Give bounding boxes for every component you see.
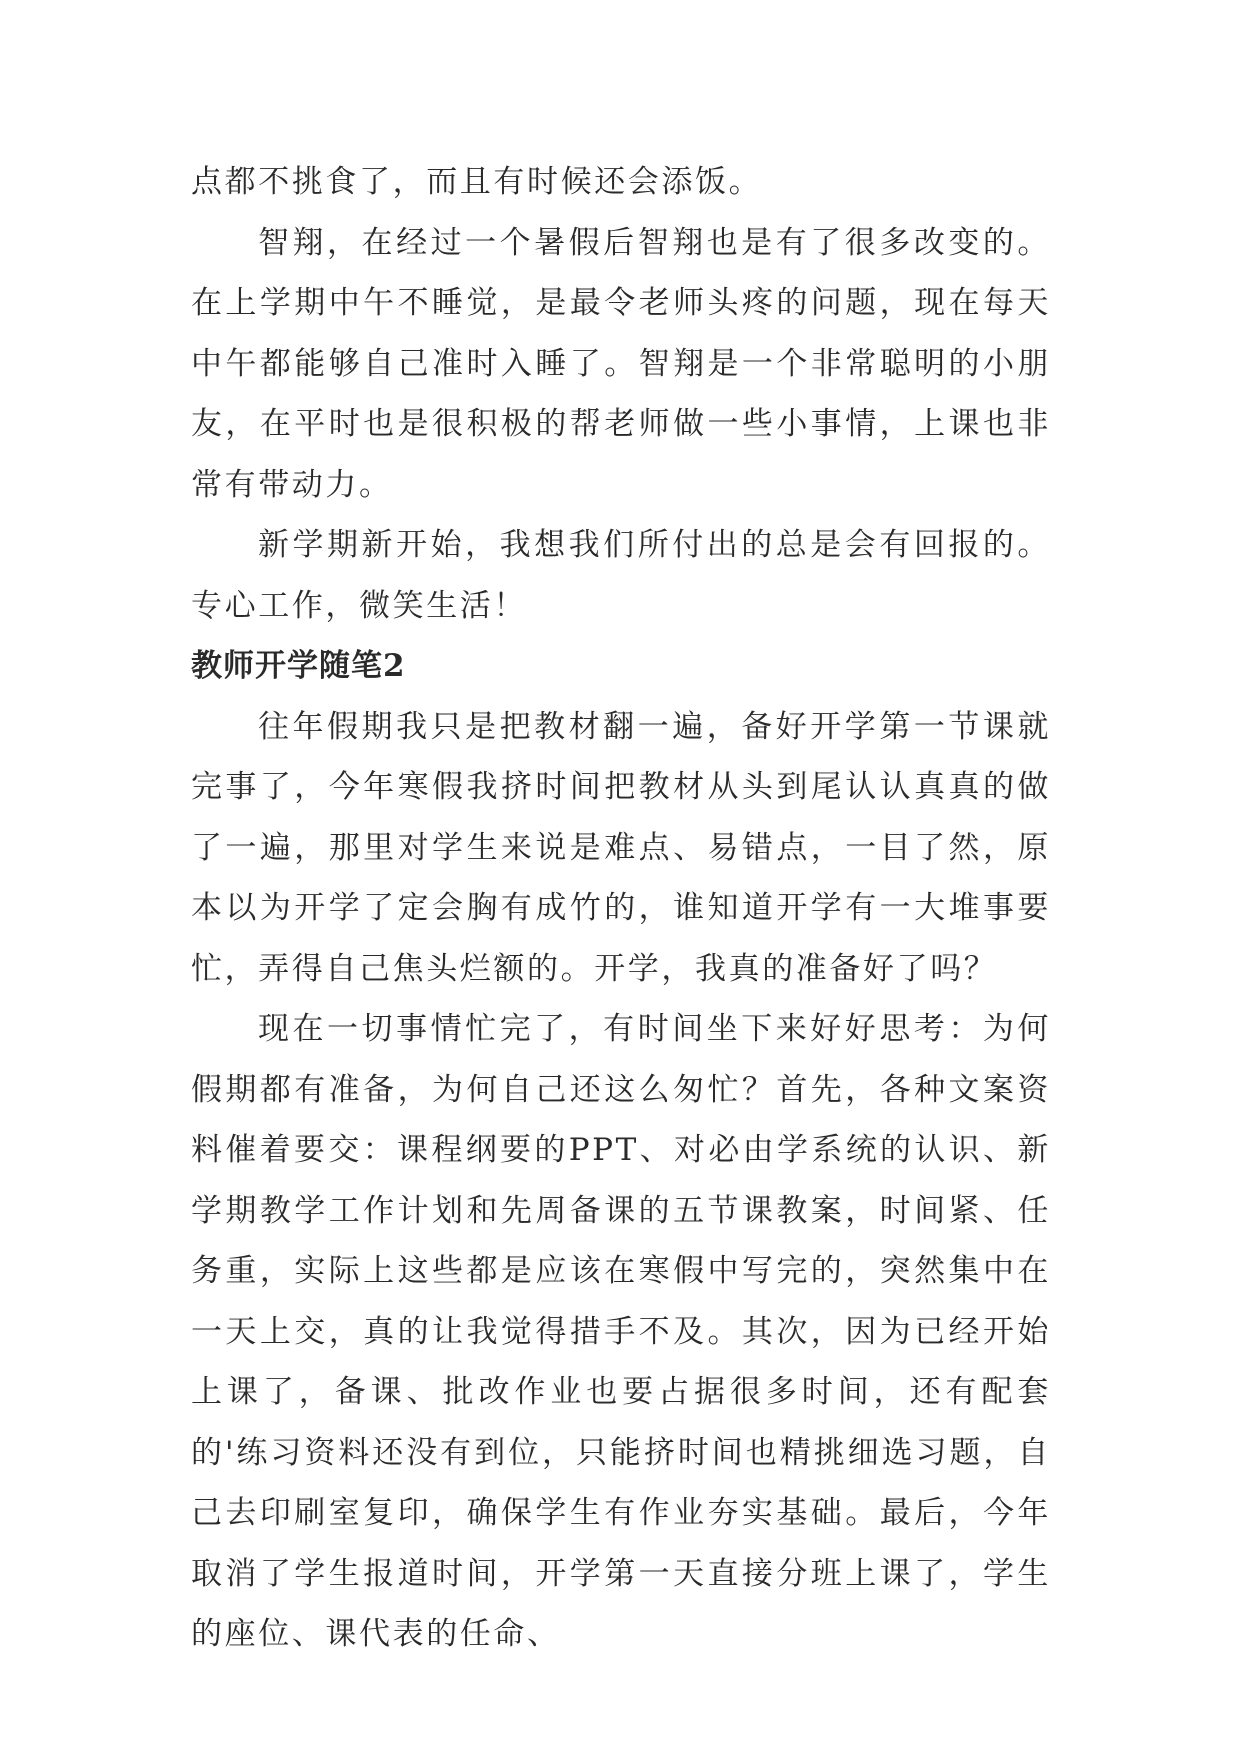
paragraph-past-holidays: 往年假期我只是把教材翻一遍，备好开学第一节课就完事了，今年寒假我挤时间把教材从头到尾认认真真的做了一遍，那里对学生来说是难点、易错点，一目了然，原本以为开学了定会胸有成竹的，谁知道开学有一大堆事要忙，弄得自己焦头烂额的。开学，我真的准备好了吗？ [191, 708, 1051, 987]
document-body [191, 152, 1051, 1665]
section-heading: 教师开学随笔2 [191, 648, 406, 684]
paragraph-zhixiang: 智翔，在经过一个暑假后智翔也是有了很多改变的。在上学期中午不睡觉，是最令老师头疼的问题，现在每天中午都能够自己准时入睡了。智翔是一个非常聪明的小朋友，在平时也是很积极的帮老师做一些小事情，上课也非常有带动力。 [191, 224, 1051, 503]
paragraph-continuation: 点都不挑食了，而且有时候还会添饭。 [191, 164, 763, 200]
paragraph-reflection: 现在一切事情忙完了，有时间坐下来好好思考：为何假期都有准备，为何自己还这么匆忙？首先，各种文案资料催着要交：课程纲要的PPT、对必由学系统的认识、新学期教学工作计划和先周备课的五节课教案，时间紧、任务重，实际上这些都是应该在寒假中写完的，突然集中在一天上交，真的让我觉得措手不及。其次，因为已经开始上课了，备课、批改作业也要占据很多时间，还有配套的'练习资料还没有到位，只能挤时间也精挑细选习题，自己去印刷室复印，确保学生有作业夯实基础。最后，今年取消了学生报道时间，开学第一天直接分班上课了，学生的座位、课代表的任命、 [191, 1011, 1051, 1652]
paragraph-new-semester: 新学期新开始，我想我们所付出的总是会有回报的。专心工作，微笑生活！ [191, 527, 1051, 624]
